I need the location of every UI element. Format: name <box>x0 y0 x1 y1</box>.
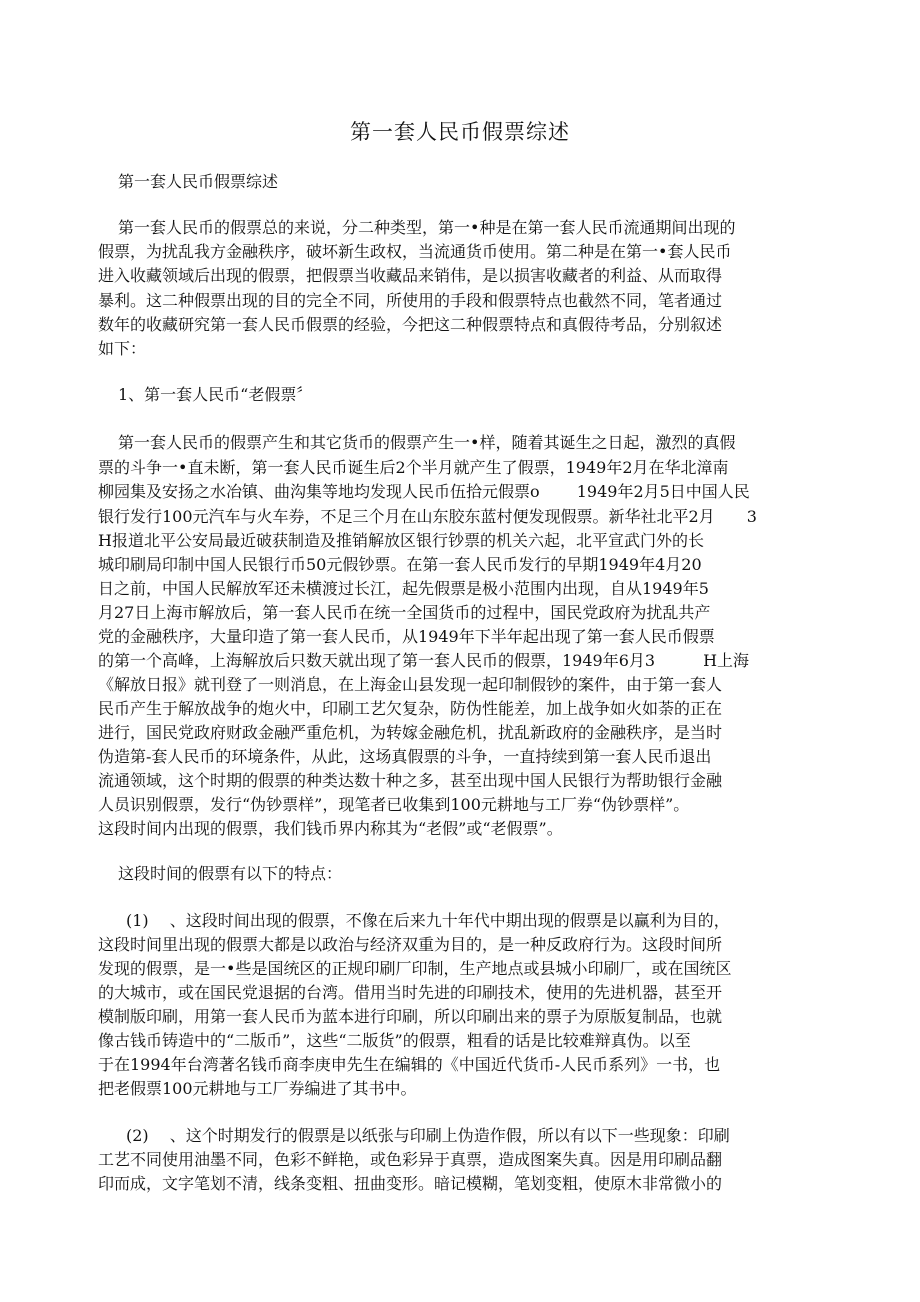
paragraph-line: 伪造第-套人民币的环境条件，从此，这场真假票的斗争，一直持续到第一套人民币退出 <box>98 747 712 766</box>
paragraph-line: 假票，为扰乱我方金融秩序，破坏新生政权，当流通货币使用。第二种是在第一•套人民币 <box>98 242 732 261</box>
paragraph-line: 民币产生于解放战争的炮火中，印刷工艺欠复杂，防伪性能差，加上战争如火如荼的正在 <box>98 699 723 718</box>
paragraph-line: 把老假票100元耕地与工厂券编进了其书中。 <box>98 1079 417 1098</box>
paragraph-line: H报道北平公安局最近破获制造及推销解放区银行钞票的机关六起，北平宣武门外的长 <box>98 531 704 550</box>
section-heading: 1、第一套人民币“老假票〞 <box>118 385 313 404</box>
paragraph-line: 进入收藏领域后出现的假票，把假票当收藏品来销伟，是以损害收藏者的利益、从而取得 <box>98 266 723 285</box>
paragraph-line: 第一套人民币的假票产生和其它货币的假票产生一•样，随着其诞生之日起，激烈的真假 <box>118 433 736 452</box>
paragraph-line: 于在1994年台湾著名钱币商李庚申先生在编辑的《中国近代货币-人民币系列》一书，也 <box>98 1055 721 1074</box>
features-intro: 这段时间的假票有以下的特点： <box>118 864 343 883</box>
paragraph-line: 党的金融秩序，大量印造了第一套人民币，从1949年下半年起出现了第一套人民币假票 <box>98 627 715 646</box>
paragraph-line: 工艺不同使用油墨不同，色彩不鲜艳，或色彩异于真票，造成图案失真。因是用印刷品翻 <box>98 1150 723 1169</box>
paragraph-line: 印而成，文字笔划不清，线条变粗、扭曲变形。暗记模糊，笔划变粗，使原木非常微小的 <box>98 1174 723 1193</box>
paragraph-line: 模制版印刷，用第一套人民币为蓝本进行印刷，所以印刷出来的票子为原版复制品，也就 <box>98 1007 723 1026</box>
page-title: 第一套人民币假票综述 <box>350 120 570 144</box>
paragraph-line: 数年的收藏研究第一套人民币假票的经验，今把这二种假票特点和真假待考品，分别叙述 <box>98 315 723 334</box>
paragraph-line: 流通领域，这个时期的假票的种类达数十种之多，甚至出现中国人民银行为帮助银行金融 <box>98 771 723 790</box>
paragraph-line: 人员识别假票，发行“伪钞票样”，现笔者已收集到100元耕地与工厂券“伪钞票样”。 <box>98 795 690 814</box>
paragraph-line: 这段时间里出现的假票大都是以政治与经济双重为目的，是一种反政府行为。这段时间所 <box>98 935 723 954</box>
list-item-1: (1) 、这段时间出现的假票，不像在后来九十年代中期出现的假票是以赢利为目的， <box>126 911 730 930</box>
paragraph-line: 如下： <box>98 339 147 358</box>
paragraph-line: 第一套人民币的假票总的来说，分二种类型，第一•种是在第一套人民币流通期间出现的 <box>118 218 736 237</box>
paragraph-line: 暴利。这二种假票出现的目的完全不同，所使用的手段和假票特点也截然不同，笔者通过 <box>98 291 723 310</box>
paragraph-line: 的第一个高峰，上海解放后只数天就出现了第一套人民币的假票，1949年6月3 H上海 <box>98 651 750 670</box>
paragraph-line: 进行，国民党政府财政金融严重危机，为转嫁金融危机，扰乱新政府的金融秩序，是当时 <box>98 723 723 742</box>
paragraph-line: 发现的假票，是一•些是国统区的正规印刷厂印制，生产地点或县城小印刷厂，或在国统区 <box>98 959 732 978</box>
paragraph-line: 像古钱币铸造中的“二版币”，这些“二版货”的假票，粗看的话是比较难辩真伪。以至 <box>98 1031 691 1050</box>
paragraph-line: 银行发行100元汽车与火车券，不足三个月在山东胶东蓝村便发现假票。新华社北平2月 3 <box>98 507 757 526</box>
paragraph-line: 城印刷局印制中国人民银行币50元假钞票。在第一套人民币发行的早期1949年4月20 <box>98 555 702 574</box>
paragraph-line: 日之前，中国人民解放军还未横渡过长江，起先假票是极小范围内出现，自从1949年5 <box>98 579 709 598</box>
paragraph-line: 的大城市，或在国民党退据的台湾。借用当时先进的印刷技术，使用的先进机器，甚至开 <box>98 983 723 1002</box>
paragraph-line: 票的斗争一•直未断，第一套人民币诞生后2个半月就产生了假票，1949年2月在华北漳南 <box>98 458 729 477</box>
subtitle: 第一套人民币假票综述 <box>118 172 279 191</box>
paragraph-line: 《解放日报》就刊登了一则消息，在上海金山县发现一起印制假钞的案件，由于第一套人 <box>98 675 723 694</box>
paragraph-line: 柳园集及安扬之水冶镇、曲沟集等地均发现人民币伍拾元假票o 1949年2月5日中国人民 <box>98 482 750 501</box>
paragraph-line: 这段时间内出现的假票，我们钱币界内称其为“老假”或“老假票”。 <box>98 819 563 838</box>
paragraph-line: 月27日上海市解放后，第一套人民币在统一全国货币的过程中，国民党政府为扰乱共产 <box>98 603 711 622</box>
list-item-2: (2) 、这个时期发行的假票是以纸张与印刷上伪造作假，所以有以下一些现象：印刷 <box>126 1126 730 1145</box>
